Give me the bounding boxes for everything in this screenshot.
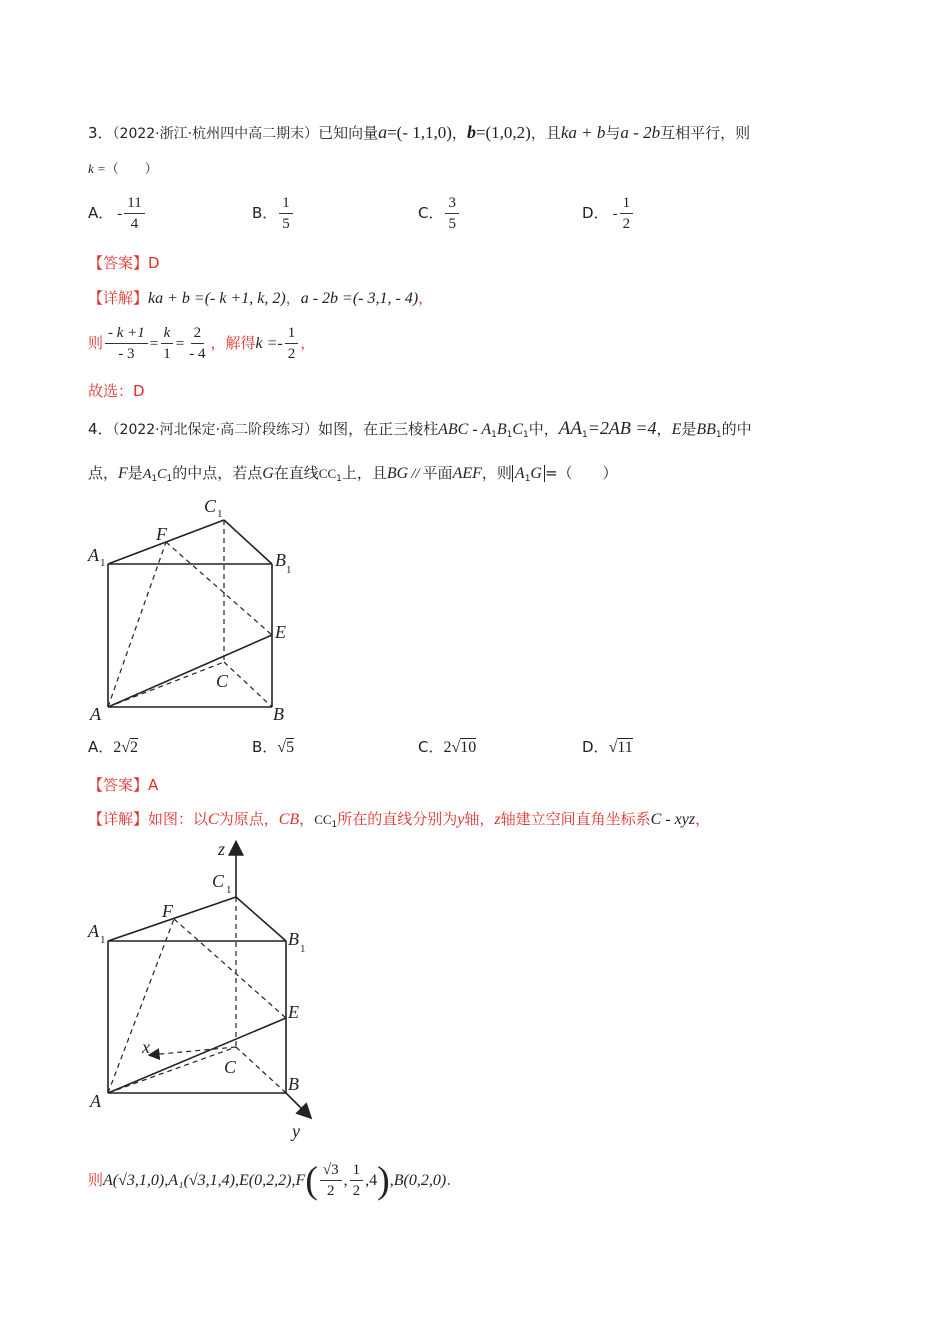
q3-fraction-4: $\frac{1}{2}$ — [285, 323, 299, 364]
svg-text:1: 1 — [286, 564, 292, 576]
q4-detail: 【详解】如图：以C为原点，CB，$CC_1$所在的直线分别为y轴，z轴建立空间直角坐标系C - xyz， — [88, 810, 711, 830]
q3-option-d[interactable]: D． - $\frac{1}{2}$ — [582, 193, 635, 234]
q4-option-c[interactable]: C．2√10 — [418, 738, 477, 756]
label-y: y — [292, 1121, 300, 1141]
label-e: E — [288, 1002, 299, 1022]
q3-option-a-fraction: $\frac{11}{4}$ — [124, 193, 144, 234]
label-c1: C — [212, 871, 225, 891]
q4-option-d[interactable]: D．√11 — [582, 738, 633, 756]
q3-answer: 【答案】D — [88, 254, 160, 272]
prism-figure-1 — [80, 490, 320, 730]
q3-choose: 故选：D — [88, 382, 145, 400]
label-f: F — [156, 524, 167, 544]
f-coord-fraction-2: $\frac{1}{2}$ — [350, 1160, 364, 1201]
label-a: A — [90, 704, 101, 724]
label-f: F — [162, 901, 173, 921]
x-axis — [150, 1047, 236, 1055]
q3-fraction-2: $\frac{k}{1}$ — [160, 323, 174, 364]
hidden-edge-a-c — [108, 662, 224, 707]
q3-option-d-fraction: $\frac{1}{2}$ — [620, 193, 634, 234]
y-axis — [286, 1093, 310, 1117]
q3-option-c-fraction: $\frac{3}{5}$ — [445, 193, 459, 234]
q3-line1: 3．（2022·浙江·杭州四中高二期末）已知向量a=(- 1,1,0)，b=(1,0,2)，且ka + b与a - 2b互相平行，则 — [88, 122, 751, 142]
svg-text:1: 1 — [217, 508, 223, 520]
label-c: C — [216, 671, 229, 691]
edge-a-e — [108, 1018, 286, 1093]
q4-option-b[interactable]: B．√5 — [252, 738, 295, 756]
q3-option-b[interactable]: B． $\frac{1}{5}$ — [252, 193, 295, 234]
label-b: B — [288, 1074, 299, 1094]
q3-line2: k =（ ） — [88, 161, 158, 177]
hidden-edge-c-b — [224, 662, 272, 707]
svg-text:1: 1 — [300, 943, 306, 955]
svg-text:1: 1 — [226, 884, 232, 896]
f-coord-fraction-1: $\frac{√3}{2}$ — [320, 1160, 342, 1201]
hidden-edge-c-b — [236, 1047, 286, 1093]
q3-option-a[interactable]: A． - $\frac{11}{4}$ — [88, 193, 147, 234]
hidden-edge-a-f — [108, 542, 166, 707]
label-e: E — [275, 622, 286, 642]
label-b: B — [273, 704, 284, 724]
label-x: x — [142, 1037, 150, 1057]
svg-text:1: 1 — [100, 557, 106, 569]
hidden-edge-f-e — [166, 542, 272, 635]
label-c1: C — [204, 496, 217, 516]
label-b1: B — [275, 550, 286, 570]
prism-figure-2 — [80, 835, 340, 1145]
q3-fraction-3: $\frac{2}{- 4}$ — [189, 325, 206, 362]
edge-c1-b1 — [224, 520, 272, 564]
hidden-edge-a-c — [108, 1047, 236, 1093]
q4-line2: 点，F是$A_1C_1$的中点，若点G在直线$CC_1$上，且BG // 平面AEF，则 $A_1G$ =（ ） — [88, 464, 618, 484]
q4-option-a[interactable]: A．2√2 — [88, 738, 139, 756]
label-c: C — [224, 1057, 237, 1077]
label-a: A — [90, 1091, 101, 1111]
hidden-edge-a-f — [108, 919, 174, 1093]
edge-a-e — [108, 635, 272, 707]
label-b1: B — [288, 929, 299, 949]
q4-coordinates: 则A(√3,1,0),A₁(√3,1,4),E(0,2,2),F( $\frac{√3}{2}$ , $\frac{1}{2}$ ,4),B(0,2,0). — [88, 1159, 452, 1202]
label-z: z — [218, 839, 226, 859]
svg-text:1: 1 — [100, 934, 106, 946]
q3-solve-line: 则 $\frac{- k +1}{- 3}$ = $\frac{k}{1}$ = $\frac{2}{- 4}$ ，解得k =- $\frac{1}{2}$ ， — [88, 325, 316, 362]
q3-detail: 【详解】ka + b =(- k +1, k, 2)，a - 2b =(- 3,1, - 4)， — [88, 289, 434, 307]
hidden-edge-f-e — [174, 919, 286, 1018]
q3-fraction-1: $\frac{- k +1}{- 3}$ — [105, 323, 148, 364]
label-a1: A — [88, 921, 99, 941]
q3-option-c[interactable]: C． $\frac{3}{5}$ — [418, 193, 461, 234]
q3-option-b-fraction: $\frac{1}{5}$ — [279, 193, 293, 234]
q4-answer: 【答案】A — [88, 776, 159, 794]
edge-c1-b1 — [236, 897, 286, 941]
q4-line1: 4．（2022·河北保定·高二阶段练习）如图，在正三棱柱ABC - $A_1B_1C_1$中，$AA_1=2AB =4$，E是$BB_1$的中 — [88, 418, 752, 440]
label-a1: A — [88, 545, 99, 565]
